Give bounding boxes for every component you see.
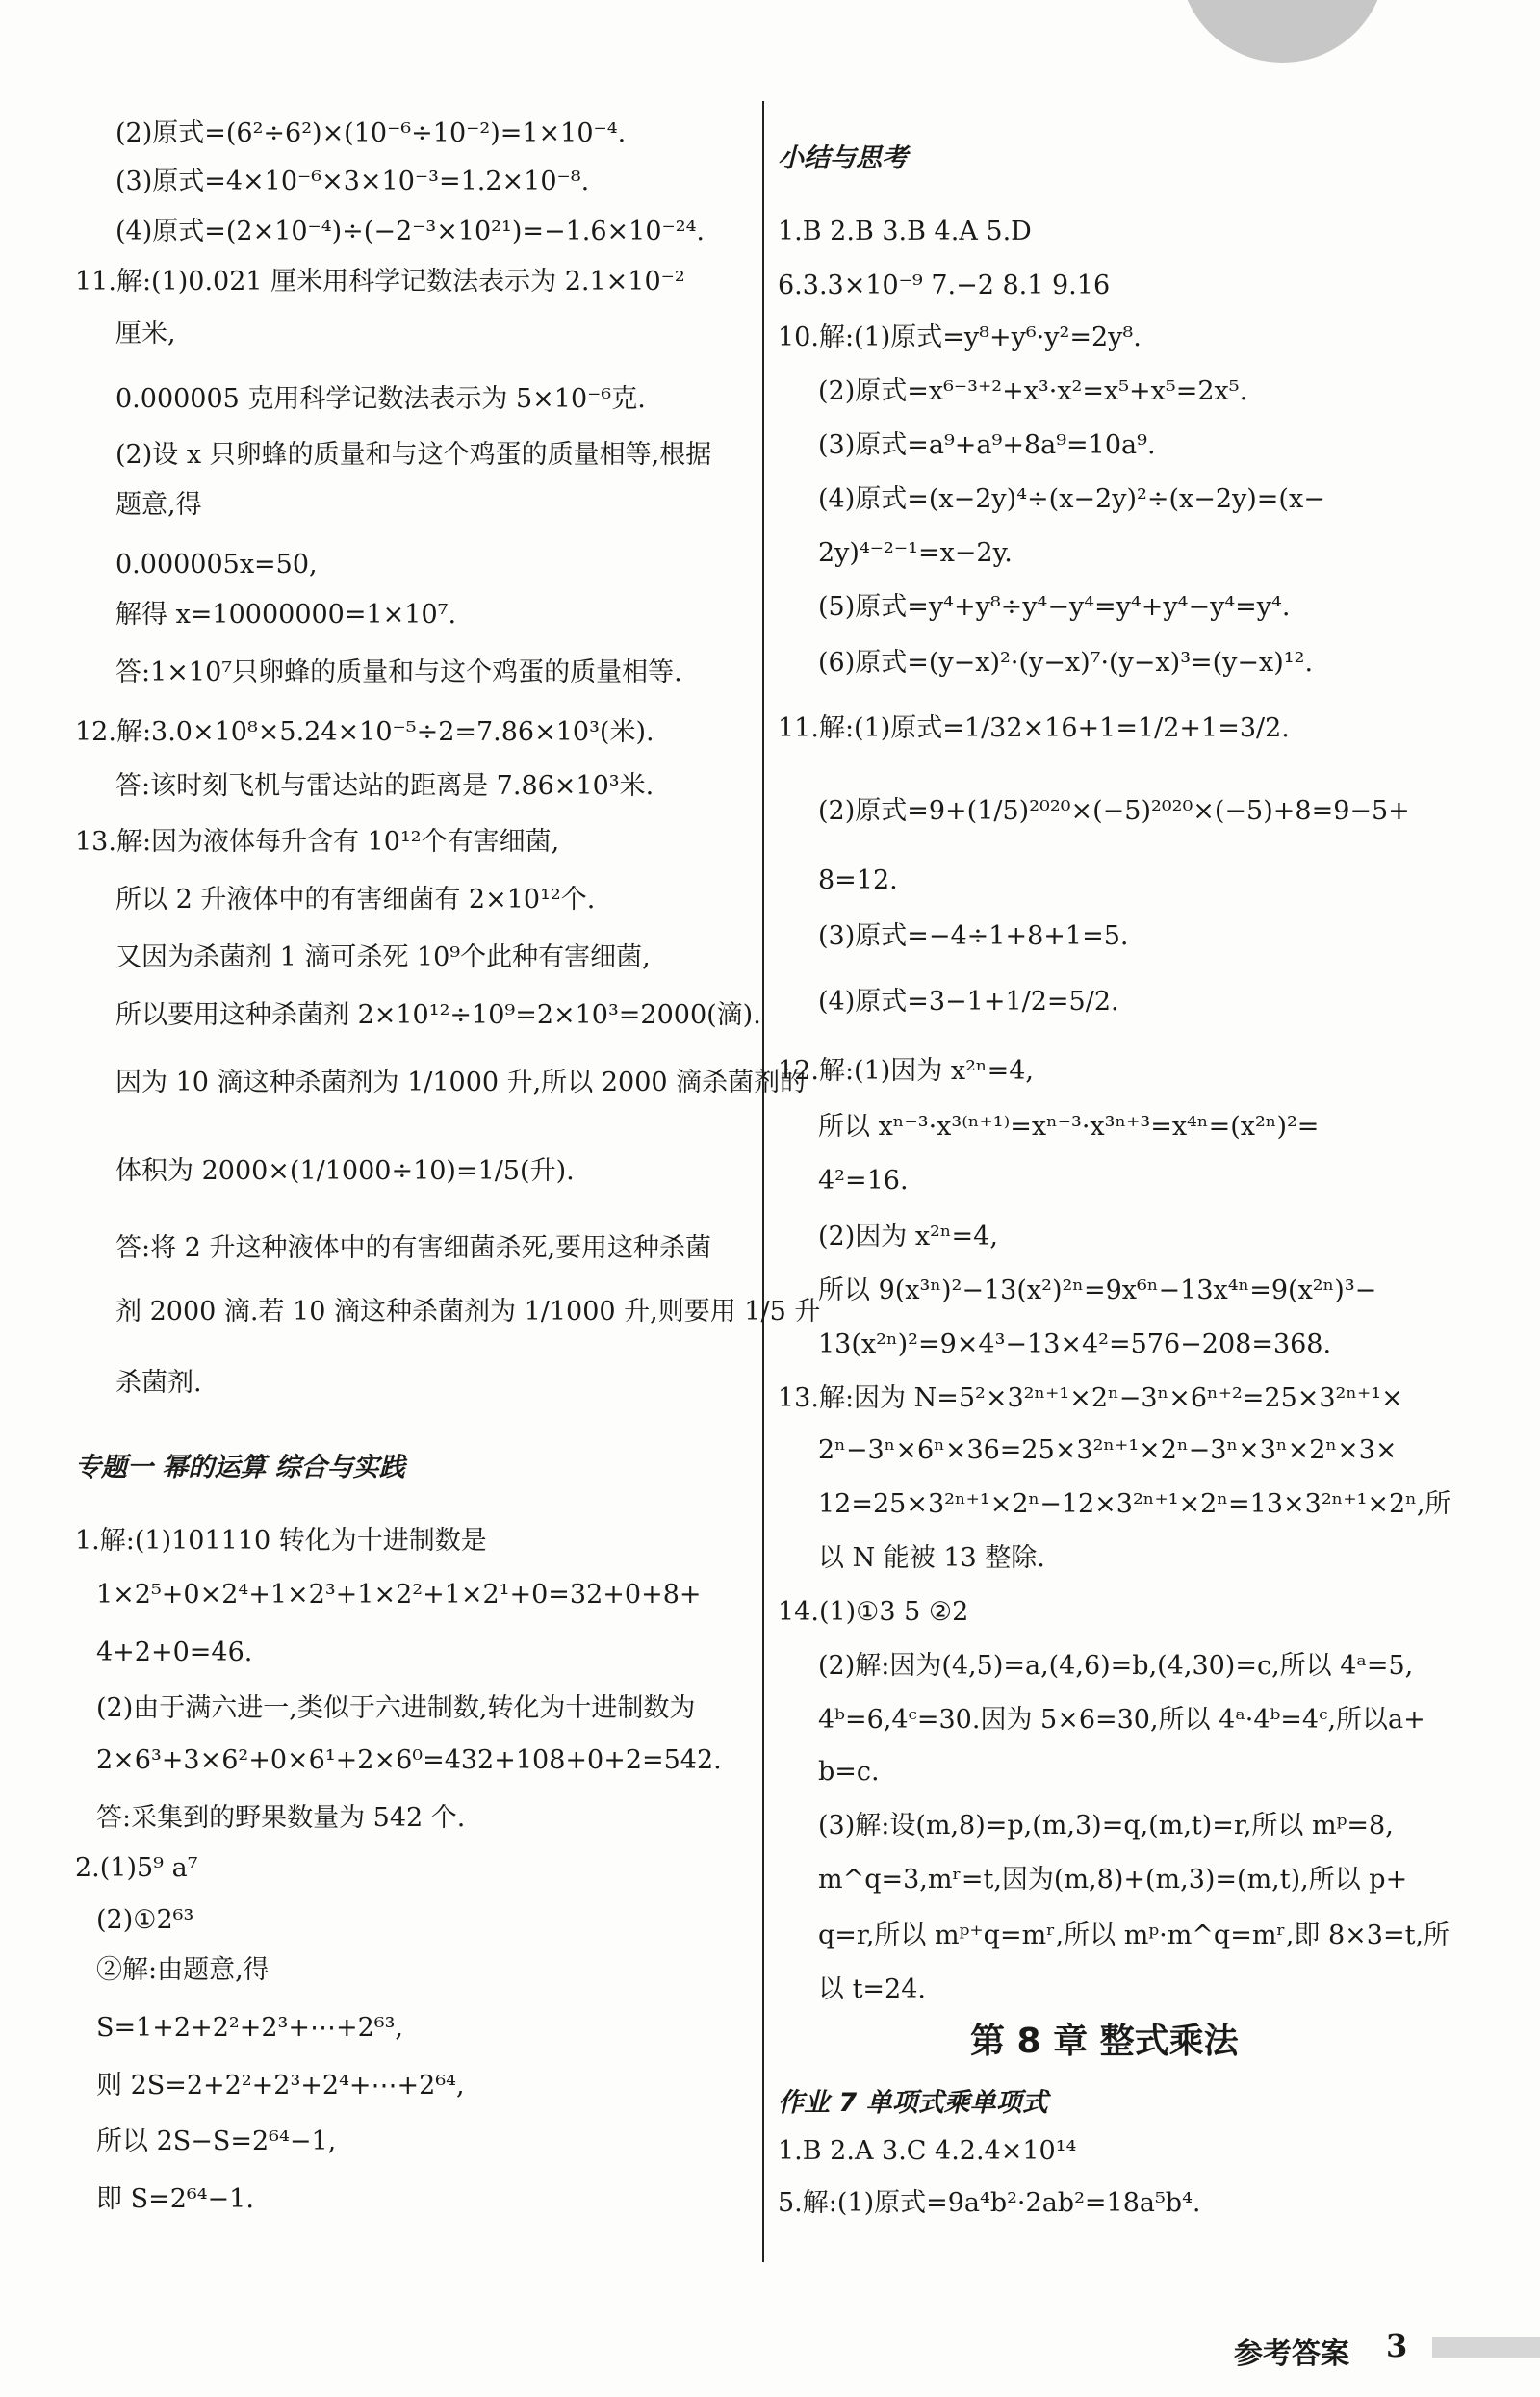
text-line: 所以 9(x³ⁿ)²−13(x²)²ⁿ=9x⁶ⁿ−13x⁴ⁿ=9(x²ⁿ)³− [818,1276,1377,1305]
text-line: 1.B 2.B 3.B 4.A 5.D [778,217,1032,246]
text-line: b=c. [818,1757,880,1787]
text-line: (2)由于满六进一,类似于六进制数,转化为十进制数为 [96,1693,696,1723]
text-line: 2.(1)5⁹ a⁷ [75,1853,198,1883]
text-line: 11.解:(1)原式=1/32×16+1=1/2+1=3/2. [778,713,1290,743]
page-number: 3 [1386,2328,1408,2364]
text-line: (4)原式=3−1+1/2=5/2. [818,987,1119,1017]
text-line: 所以 2S−S=2⁶⁴−1, [96,2126,337,2156]
text-line: 13.解:因为 N=5²×3²ⁿ⁺¹×2ⁿ−3ⁿ×6ⁿ⁺²=25×3²ⁿ⁺¹× [778,1383,1403,1413]
text-line: 杀菌剂. [116,1368,202,1398]
text-line: 体积为 2000×(1/1000÷10)=1/5(升). [116,1156,575,1186]
text-line: 剂 2000 滴.若 10 滴这种杀菌剂为 1/1000 升,则要用 1/5 升 [116,1297,821,1327]
text-line: 12.解:3.0×10⁸×5.24×10⁻⁵÷2=7.86×10³(米). [75,717,654,747]
text-line: 即 S=2⁶⁴−1. [96,2184,254,2214]
text-line: 2y)⁴⁻²⁻¹=x−2y. [818,538,1013,568]
text-line: 4+2+0=46. [96,1637,253,1667]
text-line: (3)原式=−4÷1+8+1=5. [818,921,1129,951]
text-line: S=1+2+2²+2³+⋯+2⁶³, [96,2013,404,2043]
text-line: (2)①2⁶³ [96,1905,194,1935]
text-line: 1×2⁵+0×2⁴+1×2³+1×2²+1×2¹+0=32+0+8+ [96,1580,702,1610]
footer-decoration [1432,2337,1540,2358]
text-line: 5.解:(1)原式=9a⁴b²·2ab²=18a⁵b⁴. [778,2188,1201,2218]
text-line: (2)原式=(6²÷6²)×(10⁻⁶÷10⁻²)=1×10⁻⁴. [116,118,627,148]
footer-label: 参考答案 [1234,2337,1349,2371]
text-line: 答:将 2 升这种液体中的有害细菌杀死,要用这种杀菌 [116,1233,712,1263]
text-line: 4ᵇ=6,4ᶜ=30.因为 5×6=30,所以 4ᵃ·4ᵇ=4ᶜ,所以a+ [818,1705,1425,1735]
text-line: 所以要用这种杀菌剂 2×10¹²÷10⁹=2×10³=2000(滴). [116,1000,761,1030]
text-line: 0.000005x=50, [116,550,318,580]
section-heading-topic-one: 专题一 幂的运算 综合与实践 [75,1453,405,1482]
text-line: 11.解:(1)0.021 厘米用科学记数法表示为 2.1×10⁻² [75,267,685,296]
section-heading-homework: 作业 7 单项式乘单项式 [778,2088,1048,2118]
text-line: (2)因为 x²ⁿ=4, [818,1222,998,1251]
text-line: 所以 2 升液体中的有害细菌有 2×10¹²个. [116,885,596,915]
text-line: ②解:由题意,得 [96,1955,270,1985]
text-line: 2ⁿ−3ⁿ×6ⁿ×36=25×3²ⁿ⁺¹×2ⁿ−3ⁿ×3ⁿ×2ⁿ×3× [818,1435,1398,1465]
text-line: 12.解:(1)因为 x²ⁿ=4, [778,1056,1034,1086]
text-line: (3)原式=a⁹+a⁹+8a⁹=10a⁹. [818,430,1156,460]
text-line: 以 N 能被 13 整除. [818,1543,1045,1573]
text-line: (5)原式=y⁴+y⁸÷y⁴−y⁴=y⁴+y⁴−y⁴=y⁴. [818,592,1291,622]
text-line: (3)原式=4×10⁻⁶×3×10⁻³=1.2×10⁻⁸. [116,167,590,196]
text-line: 所以 xⁿ⁻³·x³⁽ⁿ⁺¹⁾=xⁿ⁻³·x³ⁿ⁺³=x⁴ⁿ=(x²ⁿ)²= [818,1112,1320,1142]
text-line: 1.B 2.A 3.C 4.2.4×10¹⁴ [778,2136,1077,2166]
text-line: 以 t=24. [818,1974,926,2004]
text-line: 答:该时刻飞机与雷达站的距离是 7.86×10³米. [116,771,654,801]
text-line: (2)设 x 只卵蜂的质量和与这个鸡蛋的质量相等,根据 [116,440,712,470]
text-line: 答:采集到的野果数量为 542 个. [96,1803,466,1833]
chapter-title: 第 8 章 整式乘法 [970,2022,1239,2061]
text-line: (2)解:因为(4,5)=a,(4,6)=b,(4,30)=c,所以 4ᵃ=5, [818,1651,1414,1681]
text-line: m^q=3,mʳ=t,因为(m,8)+(m,3)=(m,t),所以 p+ [818,1865,1408,1894]
section-heading-summary: 小结与思考 [778,143,908,173]
text-line: 4²=16. [818,1166,909,1196]
text-line: 2×6³+3×6²+0×6¹+2×6⁰=432+108+0+2=542. [96,1745,722,1775]
text-line: (4)原式=(x−2y)⁴÷(x−2y)²÷(x−2y)=(x− [818,484,1325,514]
text-line: q=r,所以 mᵖ⁺q=mʳ,所以 mᵖ·m^q=mʳ,即 8×3=t,所 [818,1920,1450,1950]
text-line: 14.(1)①3 5 ②2 [778,1597,969,1627]
text-line: 又因为杀菌剂 1 滴可杀死 10⁹个此种有害细菌, [116,942,651,972]
text-line: 13(x²ⁿ)²=9×4³−13×4²=576−208=368. [818,1329,1332,1359]
text-line: 解得 x=10000000=1×10⁷. [116,600,457,630]
text-line: (3)解:设(m,8)=p,(m,3)=q,(m,t)=r,所以 mᵖ=8, [818,1811,1394,1841]
text-line: 6.3.3×10⁻⁹ 7.−2 8.1 9.16 [778,271,1111,300]
text-line: (2)原式=9+(1/5)²⁰²⁰×(−5)²⁰²⁰×(−5)+8=9−5+ [818,796,1410,826]
text-line: (4)原式=(2×10⁻⁴)÷(−2⁻³×10²¹)=−1.6×10⁻²⁴. [116,217,706,246]
text-line: 12=25×3²ⁿ⁺¹×2ⁿ−12×3²ⁿ⁺¹×2ⁿ=13×3²ⁿ⁺¹×2ⁿ,所 [818,1489,1451,1519]
text-line: 则 2S=2+2²+2³+2⁴+⋯+2⁶⁴, [96,2071,465,2101]
text-line: (2)原式=x⁶⁻³⁺²+x³·x²=x⁵+x⁵=2x⁵. [818,376,1248,406]
column-divider [762,101,764,2262]
text-line: 1.解:(1)101110 转化为十进制数是 [75,1526,487,1556]
corner-decoration [1179,0,1386,63]
text-line: (6)原式=(y−x)²·(y−x)⁷·(y−x)³=(y−x)¹². [818,648,1314,678]
text-line: 厘米, [116,319,176,348]
text-line: 答:1×10⁷只卵蜂的质量和与这个鸡蛋的质量相等. [116,657,682,687]
text-line: 题意,得 [116,490,202,520]
text-line: 8=12. [818,865,898,895]
text-line: 0.000005 克用科学记数法表示为 5×10⁻⁶克. [116,384,646,414]
text-line: 10.解:(1)原式=y⁸+y⁶·y²=2y⁸. [778,322,1142,352]
text-line: 13.解:因为液体每升含有 10¹²个有害细菌, [75,827,560,857]
text-line: 因为 10 滴这种杀菌剂为 1/1000 升,所以 2000 滴杀菌剂的 [116,1068,807,1097]
